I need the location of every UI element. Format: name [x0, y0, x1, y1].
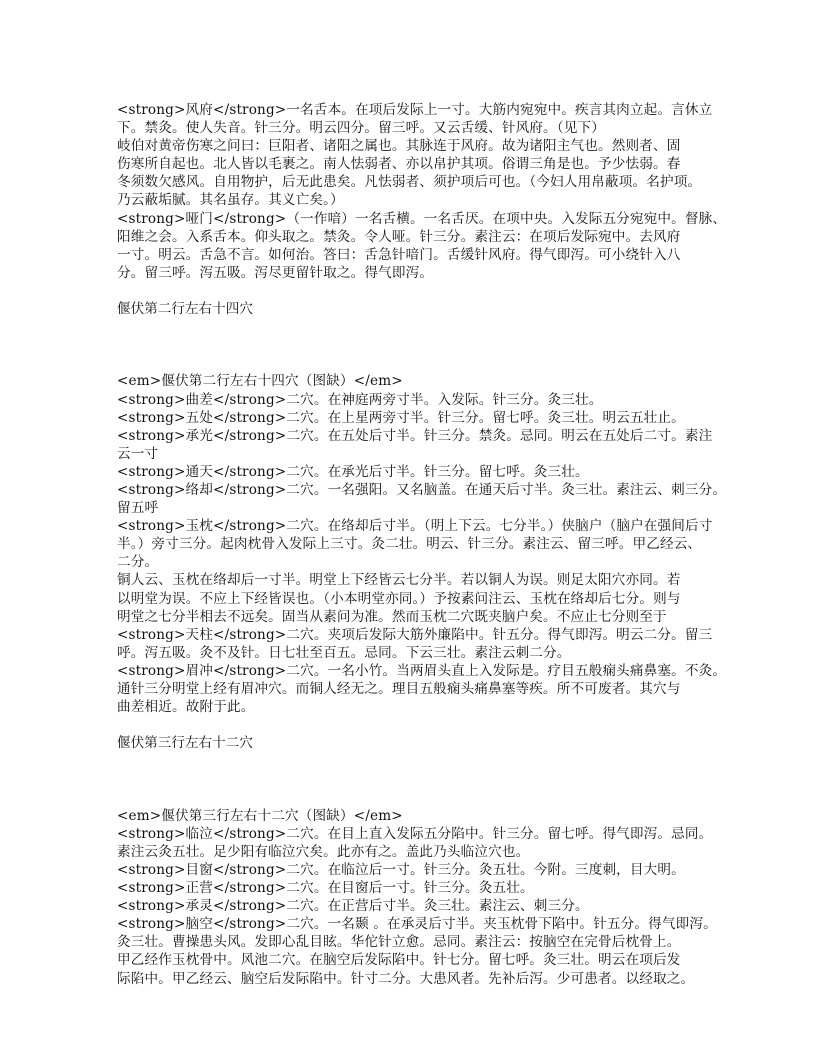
- text-line: <strong>脑空</strong>二穴。一名颞 。在承灵后寸半。夹玉枕骨下陷中。针五分。得气即泻。: [117, 916, 717, 933]
- text-line: <strong>目窗</strong>二穴。在临泣后一寸。针三分。灸五壮。今附。三度刺，目大明。: [117, 861, 685, 878]
- text-line: <em>偃伏第三行左右十二穴（图缺）</em>: [117, 807, 403, 824]
- spacer: [117, 716, 707, 734]
- text-line: 曲差相近。故附于此。: [117, 699, 255, 716]
- text-line: 以明堂为误。不应上下经皆误也。（小本明堂亦同。）予按素问注云、玉枕在络却后七分。则与: [117, 590, 681, 607]
- text-line: 分。留三呼。泻五吸。泻尽更留针取之。得气即泻。: [117, 264, 434, 281]
- text-line: 际陷中。甲乙经云、脑空后发际陷中。针寸二分。大患风者。先补后泻。少可患者。以经取之。: [117, 970, 695, 987]
- text-line: 明堂之七分半相去不远矣。固当从素问为准。然而玉枕二穴既夹脑户矣。不应止七分则至于: [117, 608, 667, 625]
- text-line: 岐伯对黄帝伤寒之问曰：巨阳者、诸阳之属也。其脉连于风府。故为诸阳主气也。然则者、固: [117, 138, 681, 155]
- text-line: 甲乙经作玉枕骨中。风池二穴。在脑空后发际陷中。针七分。留七呼。灸三壮。明云在项后发: [117, 952, 681, 969]
- text-line: 云一寸: [117, 445, 159, 462]
- text-line: 二分。: [117, 554, 159, 571]
- text-line: 半。）旁寸三分。起肉枕骨入发际上三寸。灸二壮。明云、针三分。素注云、留三呼。甲乙经云、: [117, 536, 702, 553]
- text-line: <strong>五处</strong>二穴。在上星两旁寸半。针三分。留七呼。灸三壮。明云五壮止。: [117, 409, 685, 426]
- text-line: 伤寒所自起也。北人皆以毛裹之。南人怯弱者、亦以帛护其项。俗谓三角是也。予少怯弱。春: [117, 156, 681, 173]
- text-line: <strong>曲差</strong>二穴。在神庭两旁寸半。入发际。针三分。灸三壮。: [117, 391, 603, 408]
- text-line: 下。禁灸。使人失音。针三分。明云四分。留三呼。又云舌缓、针风府。（见下）: [117, 120, 605, 137]
- text-line: 素注云灸五壮。足少阳有临泣穴矣。此亦有之。盖此乃头临泣穴也。: [117, 843, 530, 860]
- spacer: [117, 354, 707, 372]
- section-heading: 偃伏第二行左右十四穴: [117, 301, 253, 318]
- text-line: <strong>络却</strong>二穴。一名强阳。又名脑盖。在通天后寸半。灸三壮。素注云、刺三分。: [117, 481, 727, 498]
- text-line: 冬须数欠感风。自用物护，后无此患矣。凡怯弱者、须护项后可也。（今妇人用帛蔽项。名护项。: [117, 174, 702, 191]
- section-fengfu-yamen: [117, 101, 727, 282]
- text-line: 灸三壮。曹操患头风。发即心乱目眩。华佗针立愈。忌同。素注云：按脑空在完骨后枕骨上。: [117, 934, 681, 951]
- text-line: <strong>承灵</strong>二穴。在正营后寸半。灸三壮。素注云、刺三分。: [117, 898, 589, 915]
- text-line: 通针三分明堂上经有眉冲穴。而铜人经无之。理目五般痫头痛鼻塞等疾。所不可废者。其穴与: [117, 681, 681, 697]
- document-page: [117, 101, 727, 988]
- section-third-row: [117, 734, 717, 987]
- text-line: <strong>哑门</strong>（一作喑）一名舌横。一名舌厌。在项中央。入发际五分宛宛中。督脉、: [117, 210, 727, 227]
- text-line: 留五呼: [117, 500, 159, 517]
- text-line: 铜人云、玉枕在络却后一寸半。明堂上下经皆云七分半。若以铜人为误。则足太阳穴亦同。若: [117, 572, 681, 589]
- spacer: [117, 336, 707, 354]
- text-line: 一寸。明云。舌急不言。如何治。答曰：舌急针喑门。舌缓针风府。得气即泻。可小绕针入八: [117, 246, 681, 263]
- text-line: <strong>天柱</strong>二穴。夹项后发际大筋外廉陷中。针五分。得气即泻。明云二分。留三: [117, 626, 713, 643]
- spacer: [117, 789, 707, 807]
- section-heading: 偃伏第三行左右十二穴: [117, 735, 253, 752]
- text-line: <strong>临泣</strong>二穴。在目上直入发际五分陷中。针三分。留七呼。得气即泻。忌同。: [117, 825, 713, 842]
- section-second-row: [117, 300, 727, 716]
- text-line: 呼。泻五吸。灸不及针。日七壮至百五。忌同。下云三壮。素注云刺二分。: [117, 644, 571, 661]
- text-line: <strong>玉枕</strong>二穴。在络却后寸半。（明上下云。七分半。）侠脑户（脑户在强间后寸: [117, 518, 713, 535]
- text-line: <em>偃伏第二行左右十四穴（图缺）</em>: [117, 373, 403, 390]
- text-line: <strong>正营</strong>二穴。在目窗后一寸。针三分。灸五壮。: [117, 880, 534, 897]
- spacer: [117, 282, 707, 300]
- text-line: <strong>承光</strong>二穴。在五处后寸半。针三分。禁灸。忌同。明云在五处后二寸。素注: [117, 427, 713, 444]
- text-line: 阳维之会。入系舌本。仰头取之。禁灸。令人哑。针三分。素注云：在项后发际宛中。去风府: [117, 228, 681, 245]
- spacer: [117, 770, 707, 788]
- text-line: <strong>通天</strong>二穴。在承光后寸半。针三分。留七呼。灸三壮。: [117, 463, 589, 480]
- spacer: [117, 318, 707, 336]
- text-line: <strong>风府</strong>一名舌本。在项后发际上一寸。大筋内宛宛中。疾言其肉立起。言休立: [117, 102, 713, 118]
- text-line: 乃云蔽垢腻。其名虽存。其义亡矣。）: [117, 192, 344, 209]
- text-line: <strong>眉冲</strong>二穴。一名小竹。当两眉头直上入发际是。疗目五般痫头痛鼻塞。不灸。: [117, 662, 727, 679]
- spacer: [117, 752, 707, 770]
